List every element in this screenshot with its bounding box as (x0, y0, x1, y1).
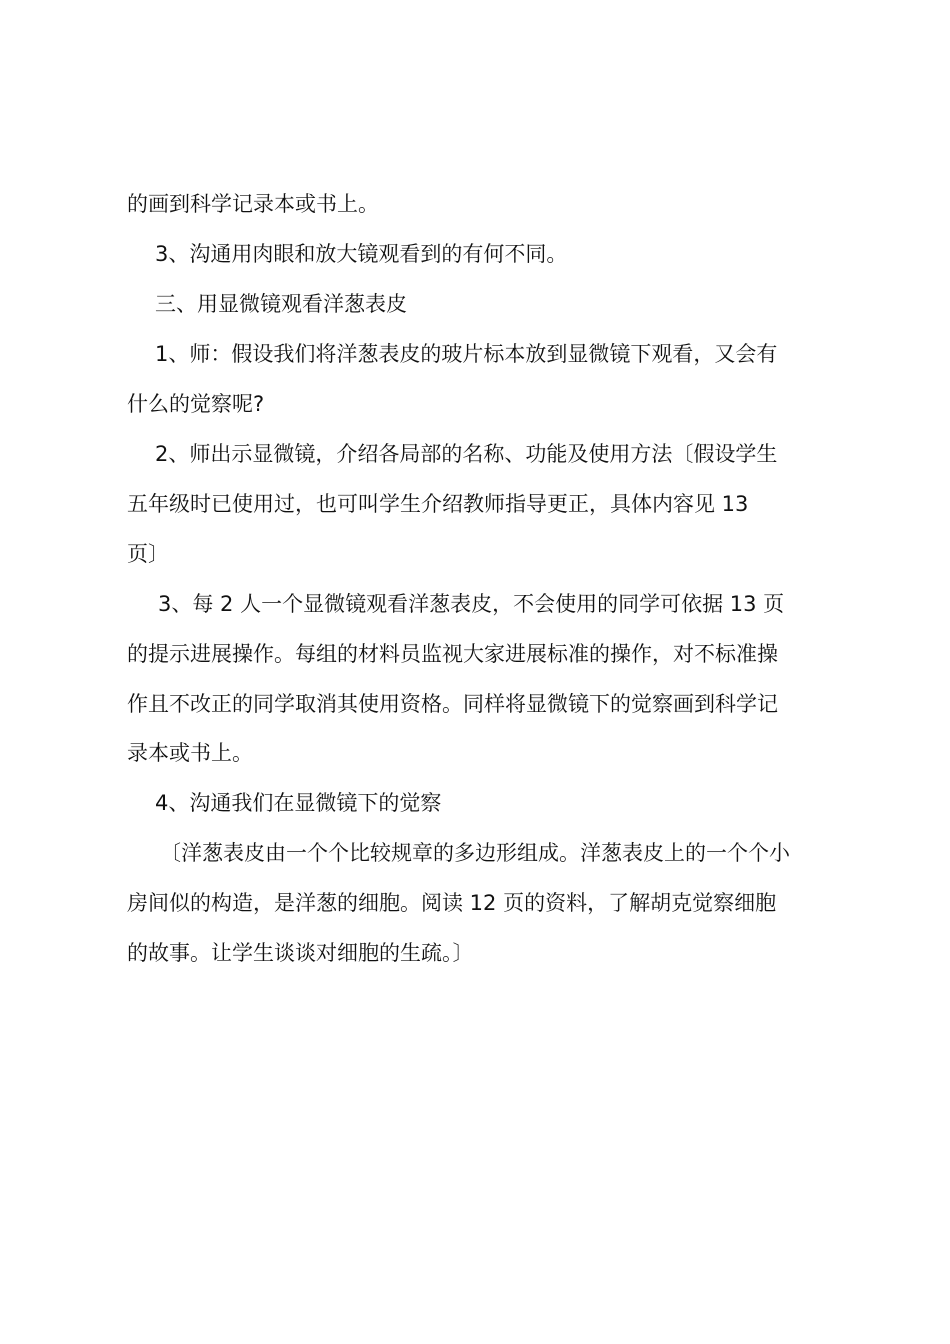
text-line: 五年级时已使用过，也可叫学生介绍教师指导更正，具体内容见 13 (127, 492, 749, 516)
text-line: 的故事。让学生谈谈对细胞的生疏。〕 (127, 941, 474, 965)
text-line: 的画到科学记录本或书上。 (127, 192, 379, 216)
text-line: 录本或书上。 (127, 741, 253, 765)
text-line: 房间似的构造，是洋葱的细胞。阅读 12 页的资料，了解胡克觉察细胞 (127, 891, 777, 915)
text-line: 3、沟通用肉眼和放大镜观看到的有何不同。 (155, 242, 568, 266)
text-line: 的提示进展操作。每组的材料员监视大家进展标准的操作，对不标准操 (127, 642, 778, 666)
section-heading: 三、用显微镜观看洋葱表皮 (155, 292, 407, 316)
text-line: 2、师出示显微镜，介绍各局部的名称、功能及使用方法〔假设学生 (155, 442, 778, 466)
text-line: 什么的觉察呢? (127, 392, 265, 416)
text-line: 页〕 (127, 542, 169, 566)
text-line: 〔洋葱表皮由一个个比较规章的多边形组成。洋葱表皮上的一个个小 (160, 841, 790, 865)
text-line: 作且不改正的同学取消其使用资格。同样将显微镜下的觉察画到科学记 (127, 692, 778, 716)
text-line: 3、每 2 人一个显微镜观看洋葱表皮，不会使用的同学可依据 13 页 (158, 592, 785, 616)
text-line: 4、沟通我们在显微镜下的觉察 (155, 791, 442, 815)
text-line: 1、师：假设我们将洋葱表皮的玻片标本放到显微镜下观看，又会有 (155, 342, 778, 366)
